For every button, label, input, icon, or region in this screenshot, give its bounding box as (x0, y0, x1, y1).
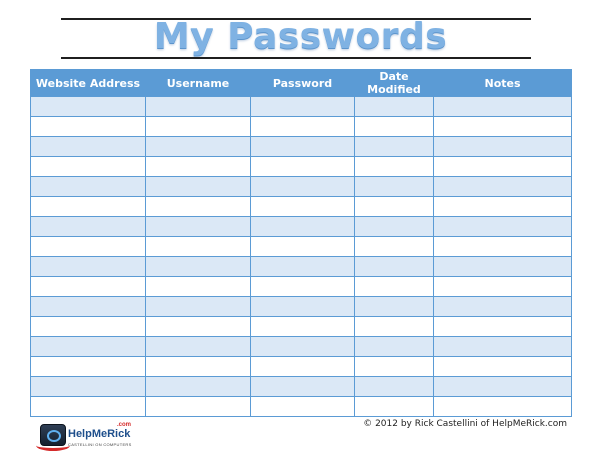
table-cell[interactable] (31, 397, 146, 417)
table-cell[interactable] (31, 137, 146, 157)
table-cell[interactable] (31, 117, 146, 137)
table-cell[interactable] (434, 197, 572, 217)
table-cell[interactable] (146, 337, 251, 357)
table-cell[interactable] (146, 177, 251, 197)
table-cell[interactable] (146, 217, 251, 237)
table-cell[interactable] (31, 377, 146, 397)
table-cell[interactable] (434, 97, 572, 117)
table-cell[interactable] (251, 277, 355, 297)
password-table (30, 69, 572, 417)
table-cell[interactable] (251, 297, 355, 317)
table-cell[interactable] (355, 97, 434, 117)
table-row (31, 237, 572, 257)
table-header-row (31, 70, 572, 97)
table-row (31, 297, 572, 317)
column-header-notes: Notes (434, 70, 572, 97)
column-header-password: Password (251, 70, 355, 97)
table-cell[interactable] (146, 117, 251, 137)
table-row (31, 97, 572, 117)
table-cell[interactable] (31, 217, 146, 237)
table-cell[interactable] (31, 317, 146, 337)
logo-name: HelpMeRick (68, 428, 131, 440)
table-cell[interactable] (434, 377, 572, 397)
table-cell[interactable] (146, 397, 251, 417)
table-cell[interactable] (434, 217, 572, 237)
table-cell[interactable] (251, 217, 355, 237)
table-cell[interactable] (355, 297, 434, 317)
table-cell[interactable] (434, 317, 572, 337)
table-cell[interactable] (31, 297, 146, 317)
table-cell[interactable] (146, 357, 251, 377)
table-cell[interactable] (251, 97, 355, 117)
table-cell[interactable] (251, 357, 355, 377)
table-cell[interactable] (251, 377, 355, 397)
table-cell[interactable] (434, 137, 572, 157)
table-cell[interactable] (251, 317, 355, 337)
table-row (31, 137, 572, 157)
table-row (31, 197, 572, 217)
table-cell[interactable] (434, 257, 572, 277)
table-cell[interactable] (251, 237, 355, 257)
table-cell[interactable] (146, 237, 251, 257)
table-cell[interactable] (434, 237, 572, 257)
logo-domain: .com (117, 422, 132, 428)
table-row (31, 397, 572, 417)
logo-tagline: CASTELLINI ON COMPUTERS (68, 442, 132, 447)
table-cell[interactable] (355, 317, 434, 337)
table-cell[interactable] (31, 337, 146, 357)
table-cell[interactable] (355, 357, 434, 377)
table-cell[interactable] (31, 177, 146, 197)
table-cell[interactable] (355, 257, 434, 277)
table-cell[interactable] (251, 257, 355, 277)
table-cell[interactable] (434, 157, 572, 177)
table-row (31, 257, 572, 277)
table-cell[interactable] (251, 197, 355, 217)
table-cell[interactable] (355, 137, 434, 157)
table-cell[interactable] (251, 117, 355, 137)
copyright-notice: © 2012 by Rick Castellini of HelpMeRick.com (363, 419, 567, 429)
table-row (31, 277, 572, 297)
column-header-website: Website Address (31, 70, 146, 97)
table-cell[interactable] (31, 277, 146, 297)
table-cell[interactable] (355, 177, 434, 197)
table-cell[interactable] (146, 157, 251, 177)
table-cell[interactable] (146, 297, 251, 317)
table-row (31, 377, 572, 397)
table-cell[interactable] (355, 237, 434, 257)
table-cell[interactable] (355, 337, 434, 357)
table-cell[interactable] (355, 197, 434, 217)
table-row (31, 177, 572, 197)
table-row (31, 337, 572, 357)
table-cell[interactable] (146, 137, 251, 157)
column-header-username: Username (146, 70, 251, 97)
table-cell[interactable] (31, 97, 146, 117)
table-body (31, 97, 572, 417)
table-cell[interactable] (146, 97, 251, 117)
column-header-date-modified: Date Modified (355, 70, 434, 97)
table-cell[interactable] (146, 377, 251, 397)
table-cell[interactable] (434, 337, 572, 357)
table-cell[interactable] (434, 297, 572, 317)
table-cell[interactable] (355, 397, 434, 417)
table-cell[interactable] (355, 377, 434, 397)
table-cell[interactable] (251, 337, 355, 357)
table-cell[interactable] (31, 197, 146, 217)
table-cell[interactable] (146, 277, 251, 297)
table-cell[interactable] (434, 117, 572, 137)
table-cell[interactable] (355, 277, 434, 297)
table-cell[interactable] (146, 257, 251, 277)
title-rule-bottom (61, 57, 531, 59)
table-cell[interactable] (251, 397, 355, 417)
table-row (31, 117, 572, 137)
table-cell[interactable] (251, 157, 355, 177)
table-cell[interactable] (251, 137, 355, 157)
table-cell[interactable] (146, 317, 251, 337)
table-cell[interactable] (434, 397, 572, 417)
table-cell[interactable] (31, 257, 146, 277)
table-cell[interactable] (251, 177, 355, 197)
swoosh-icon (36, 440, 70, 451)
table-row (31, 357, 572, 377)
page-title: My Passwords (153, 16, 448, 57)
table-cell[interactable] (355, 117, 434, 137)
table-row (31, 217, 572, 237)
table-cell[interactable] (434, 277, 572, 297)
table-cell[interactable] (434, 177, 572, 197)
table-cell[interactable] (146, 197, 251, 217)
table-cell[interactable] (31, 157, 146, 177)
table-cell[interactable] (355, 217, 434, 237)
table-cell[interactable] (434, 357, 572, 377)
table-cell[interactable] (355, 157, 434, 177)
table-row (31, 317, 572, 337)
table-cell[interactable] (31, 237, 146, 257)
helpmerick-logo (36, 420, 136, 452)
table-row (31, 157, 572, 177)
table-cell[interactable] (31, 357, 146, 377)
